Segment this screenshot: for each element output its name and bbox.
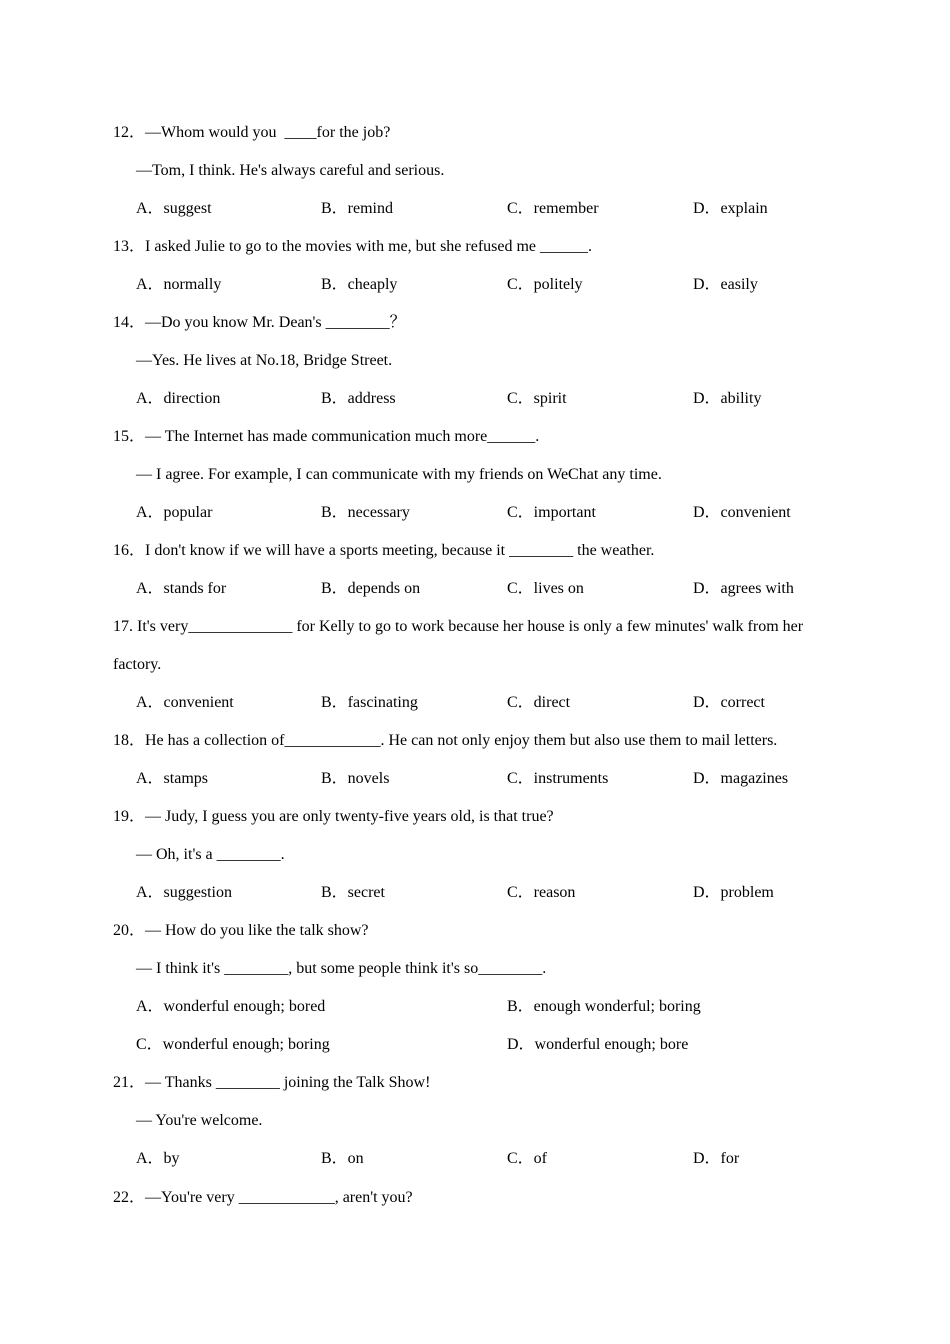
question-14-stem: 14．—Do you know Mr. Dean's ________？ [113,314,406,331]
question-15-option-b: B．necessary [321,504,410,521]
question-17-option-a: A．convenient [136,694,234,711]
question-20-option-d: D．wonderful enough; bore [507,1036,689,1053]
question-14-dialogue: —Yes. He lives at No.18, Bridge Street. [136,352,393,369]
question-21-option-d: D．for [693,1150,740,1167]
question-16-option-d: D．agrees with [693,580,794,597]
question-21-option-b: B．on [321,1150,364,1167]
question-13-option-d: D．easily [693,276,758,293]
question-19-option-b: B．secret [321,884,385,901]
question-14-option-c: C．spirit [507,390,567,407]
question-20-option-b: B．enough wonderful; boring [507,998,701,1015]
question-15-option-d: D．convenient [693,504,791,521]
question-20-option-a: A．wonderful enough; bored [136,998,326,1015]
question-15-option-c: C．important [507,504,596,521]
question-15-option-a: A．popular [136,504,213,521]
question-20-stem: 20．— How do you like the talk show? [113,922,369,939]
question-18-stem: 18．He has a collection of____________. He can not only enjoy them but also use them to mail letters. [113,732,778,749]
question-14-option-b: B．address [321,390,396,407]
question-12-stem: 12．—Whom would you ____for the job? [113,124,391,141]
question-19-stem: 19．— Judy, I guess you are only twenty-five years old, is that true? [113,808,554,825]
question-13-stem: 13．I asked Julie to go to the movies with me, but she refused me ______. [113,238,593,255]
question-21-option-c: C．of [507,1150,548,1167]
question-21-option-a: A．by [136,1150,180,1167]
question-13-option-c: C．politely [507,276,583,293]
question-14-option-d: D．ability [693,390,762,407]
question-16-option-c: C．lives on [507,580,584,597]
question-18-option-c: C．instruments [507,770,609,787]
question-18-option-d: D．magazines [693,770,789,787]
question-19-option-c: C．reason [507,884,576,901]
question-17-option-b: B．fascinating [321,694,418,711]
question-19-option-a: A．suggestion [136,884,233,901]
question-12-option-c: C．remember [507,200,599,217]
question-20-option-c: C．wonderful enough; boring [136,1036,330,1053]
question-12-option-a: A．suggest [136,200,212,217]
question-20-dialogue: — I think it's ________, but some people think it's so________. [136,960,547,977]
question-21-dialogue: — You're welcome. [136,1112,263,1129]
question-12-dialogue: —Tom, I think. He's always careful and serious. [136,162,445,179]
question-19-dialogue: — Oh, it's a ________. [136,846,285,863]
question-18-option-a: A．stamps [136,770,209,787]
question-22-stem: 22．—You're very ____________, aren't you? [113,1189,413,1206]
question-15-stem: 15．— The Internet has made communication much more______. [113,428,540,445]
question-12-option-b: B．remind [321,200,393,217]
question-17-option-d: D．correct [693,694,765,711]
question-16-option-b: B．depends on [321,580,421,597]
question-12-option-d: D．explain [693,200,768,217]
question-21-stem: 21．— Thanks ________ joining the Talk Show! [113,1074,431,1091]
question-17-stem: 17. It's very_____________ for Kelly to go to work because her house is only a few minutes' walk from her [113,618,804,635]
question-19-option-d: D．problem [693,884,774,901]
question-18-option-b: B．novels [321,770,390,787]
question-17-stem-continued: factory. [113,656,162,673]
question-16-stem: 16．I don't know if we will have a sports meeting, because it ________ the weather. [113,542,655,559]
question-13-option-a: A．normally [136,276,222,293]
question-14-option-a: A．direction [136,390,221,407]
question-17-option-c: C．direct [507,694,571,711]
question-15-dialogue: — I agree. For example, I can communicate with my friends on WeChat any time. [136,466,662,483]
question-13-option-b: B．cheaply [321,276,398,293]
question-16-option-a: A．stands for [136,580,227,597]
